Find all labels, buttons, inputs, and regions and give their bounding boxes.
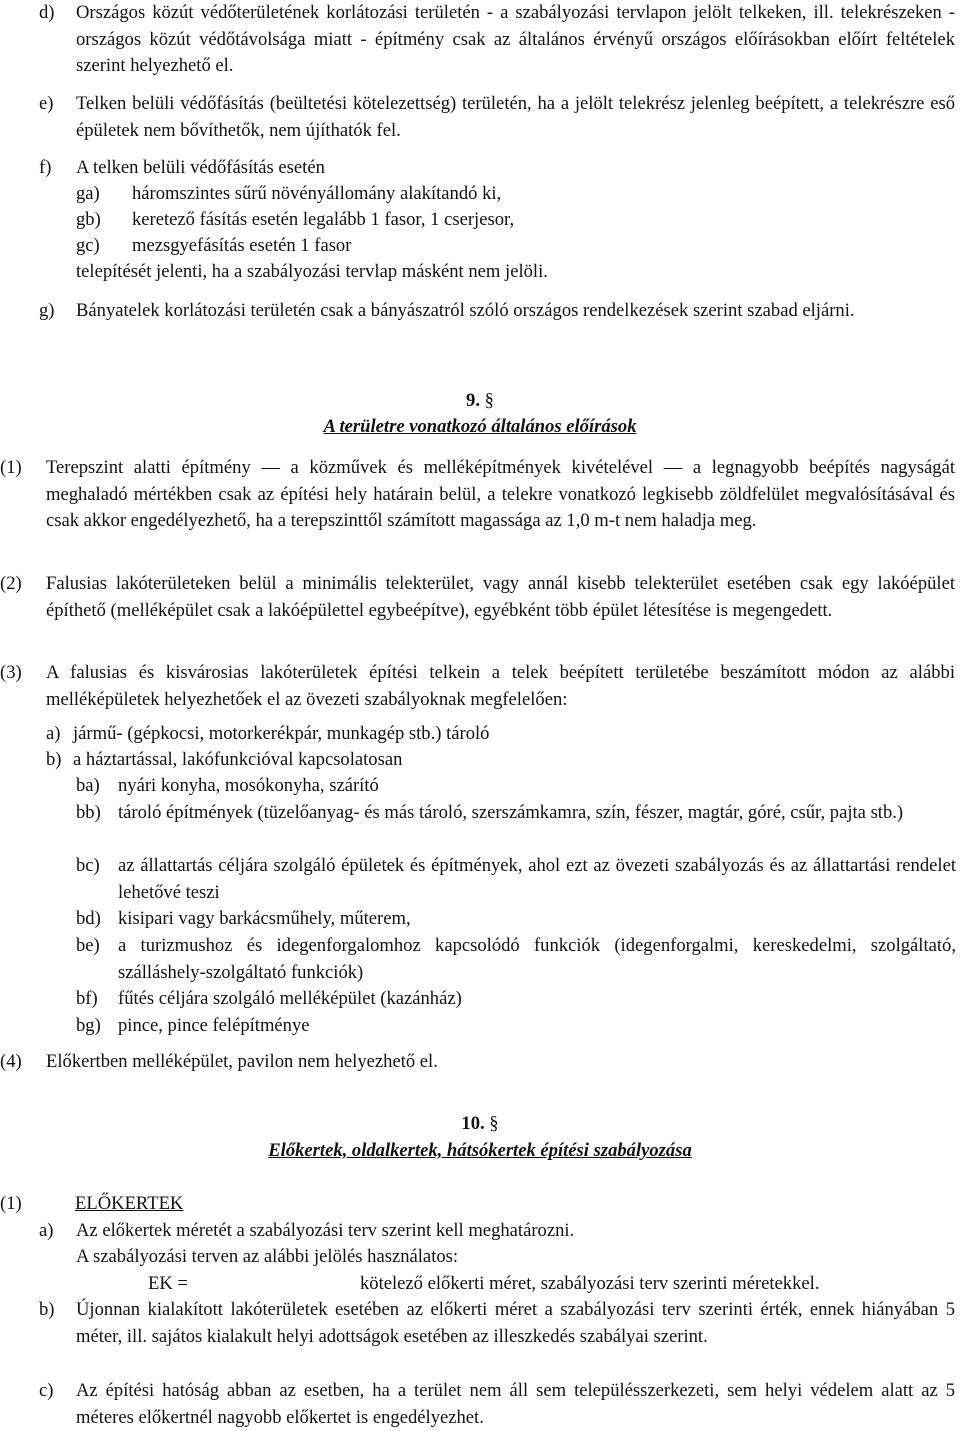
item-marker: ga): [76, 183, 100, 204]
section-10-number: 10. §: [461, 1113, 499, 1134]
item-text: Az előkertek méretét a szabályozási terv szerint kell meghatározni.: [76, 1220, 575, 1241]
item-text: Telken belüli védőfásítás (beültetési kötelezettség) területén, ha a jelölt telekrész jelenleg beépített, a telekrészre eső épületek nem bővíthetők, nem újíthatók fel.: [76, 93, 955, 141]
item-text: tároló építmények (tüzelőanyag- és más tároló, szerszámkamra, szín, fészer, magtár, góré, csűr, pajta stb.): [118, 802, 904, 823]
item-text: A szabályozási terven az alábbi jelölés használatos:: [76, 1246, 459, 1267]
item-marker: bd): [76, 908, 101, 929]
item-text: mezsgyefásítás esetén 1 fasor: [132, 235, 352, 256]
ek-definition: [148, 1271, 956, 1298]
item-marker: bc): [76, 855, 100, 876]
item-text: a turizmushoz és idegenforgalomhoz kapcsolódó funkciók (idegenforgalmi, kereskedelmi, szolgáltató, szálláshely-szolgáltató funkciók): [118, 935, 956, 983]
paragraph-text: Előkertben melléképület, pavilon nem helyezhető el.: [46, 1051, 438, 1072]
paragraph-marker: (1): [0, 1193, 22, 1214]
item-text: Újonnan kialakított lakóterületek esetében az előkerti méret a szabályozási terv szerinti érték, ennek hiányában 5 méter, ill. sajátos kialakult helyi adottságok esetében az illeszkedés szabályai szerint.: [76, 1299, 955, 1347]
item-text: nyári konyha, mosókonyha, szárító: [118, 775, 379, 796]
sub-item-bc: [76, 853, 956, 906]
list-item-a: [46, 721, 956, 748]
paragraph-marker: (3): [0, 662, 22, 683]
sub-item-be: [76, 933, 956, 986]
sub-item-bb: [76, 800, 956, 827]
item-marker: bf): [76, 988, 98, 1009]
item-text: háromszintes sűrű növényállomány alakítandó ki,: [132, 183, 502, 204]
sub-item-bf: [76, 986, 956, 1013]
item-marker: a): [46, 723, 61, 744]
item-text: A telken belüli védőfásítás esetén: [76, 157, 325, 178]
item-e: [39, 91, 955, 144]
item-marker: bg): [76, 1015, 101, 1036]
item-f: [39, 155, 955, 182]
list-item-a-line2: [76, 1244, 956, 1271]
item-marker: c): [39, 1380, 54, 1401]
item-marker: ba): [76, 775, 100, 796]
item-f-outro: [76, 259, 956, 286]
item-text: pince, pince felépítménye: [118, 1015, 310, 1036]
item-text: Országos közút védőterületének korlátozási területén - a szabályozási tervlapon jelölt telkeken, ill. telekrészeken - országos közút védőtávolsága miatt - építmény csak az általános érvényű országos előírásokban előírt feltételek szerint helyezhető el.: [76, 2, 955, 76]
item-marker: g): [39, 300, 55, 321]
paragraph-text: Terepszint alatti építmény — a közművek és melléképítmények kivételével — a legnagyobb beépítés nagyságát meghaladó mértékben csak az építési hely határain belül, a telekre vonatkozó legkisebb zöldfelület megvalósításával és csak akkor engedélyezhető, ha a terepszinttől számított magassága az 1,0 m-t nem haladja meg.: [46, 457, 955, 531]
item-marker: d): [39, 2, 55, 23]
item-text: fűtés céljára szolgáló melléképület (kazánház): [118, 988, 462, 1009]
paragraph-text: A falusias és kisvárosias lakóterületek építési telkein a telek beépített területébe beszámított módon az alábbi melléképületek helyezhetőek el az övezeti szabályoknak megfelelően:: [46, 662, 955, 710]
paragraph-heading: ELŐKERTEK: [75, 1193, 184, 1214]
item-marker: b): [46, 749, 62, 770]
list-item-b: [39, 1297, 955, 1350]
section-9-title: A területre vonatkozó általános előírások: [323, 416, 637, 437]
item-marker: e): [39, 93, 54, 114]
item-text: jármű- (gépkocsi, motorkerékpár, munkagép stb.) tároló: [73, 723, 490, 744]
item-text: keretező fásítás esetén legalább 1 fasor, 1 cserjesor,: [132, 209, 515, 230]
section-9-paragraph-4: [0, 1049, 955, 1076]
section-10-paragraph-1: [0, 1191, 955, 1218]
item-text: az állattartás céljára szolgáló épületek és építmények, ahol ezt az övezeti szabályozás és az állattartási rendelet lehetővé teszi: [118, 855, 956, 903]
item-marker: be): [76, 935, 100, 956]
item-text: telepítését jelenti, ha a szabályozási tervlap másként nem jelöli.: [76, 261, 548, 282]
item-text: kisipari vagy barkácsműhely, műterem,: [118, 908, 411, 929]
list-item-b: [46, 747, 956, 774]
section-9-paragraph-1: [0, 455, 955, 535]
paragraph-marker: (1): [0, 457, 22, 478]
item-marker: a): [39, 1220, 54, 1241]
item-d: [39, 0, 955, 80]
item-text: a háztartással, lakófunkcióval kapcsolatosan: [73, 749, 403, 770]
ek-text: kötelező előkerti méret, szabályozási terv szerinti méretekkel.: [360, 1273, 820, 1294]
item-g: [39, 298, 955, 325]
sub-item-bg: [76, 1013, 956, 1040]
paragraph-symbol: §: [489, 1113, 499, 1134]
sub-item-gb: [76, 207, 956, 234]
item-marker: gb): [76, 209, 101, 230]
paragraph-marker: (2): [0, 573, 22, 594]
list-item-c: [39, 1378, 955, 1431]
item-marker: f): [39, 157, 52, 178]
item-text: Bányatelek korlátozási területén csak a bányászatról szóló országos rendelkezések szerint szabad eljárni.: [76, 300, 855, 321]
paragraph-symbol: §: [484, 390, 494, 411]
section-10-title: Előkertek, oldalkertek, hátsókertek építési szabályozása: [268, 1140, 692, 1161]
section-9-paragraph-3: [0, 660, 955, 713]
paragraph-marker: (4): [0, 1051, 22, 1072]
list-item-a: [39, 1218, 955, 1245]
sub-item-ga: [76, 181, 956, 208]
item-marker: bb): [76, 802, 101, 823]
paragraph-text: Falusias lakóterületeken belül a minimális telekterület, vagy annál kisebb telekterület esetében csak egy lakóépület építhető (melléképület csak a lakóépülettel egybeépítve), egyébként több épület létesítése is megengedett.: [46, 573, 955, 621]
item-text: Az építési hatóság abban az esetben, ha a terület nem áll sem településszerkezeti, sem helyi védelem alatt az 5 méteres előkertnél nagyobb előkertet is engedélyezhet.: [76, 1380, 955, 1428]
sub-item-bd: [76, 906, 956, 933]
section-9-number: 9. §: [466, 390, 494, 411]
item-marker: gc): [76, 235, 100, 256]
sub-item-gc: [76, 233, 956, 260]
ek-label: EK =: [148, 1273, 188, 1294]
section-9-paragraph-2: [0, 571, 955, 624]
sub-item-ba: [76, 773, 956, 800]
item-marker: b): [39, 1299, 55, 1320]
